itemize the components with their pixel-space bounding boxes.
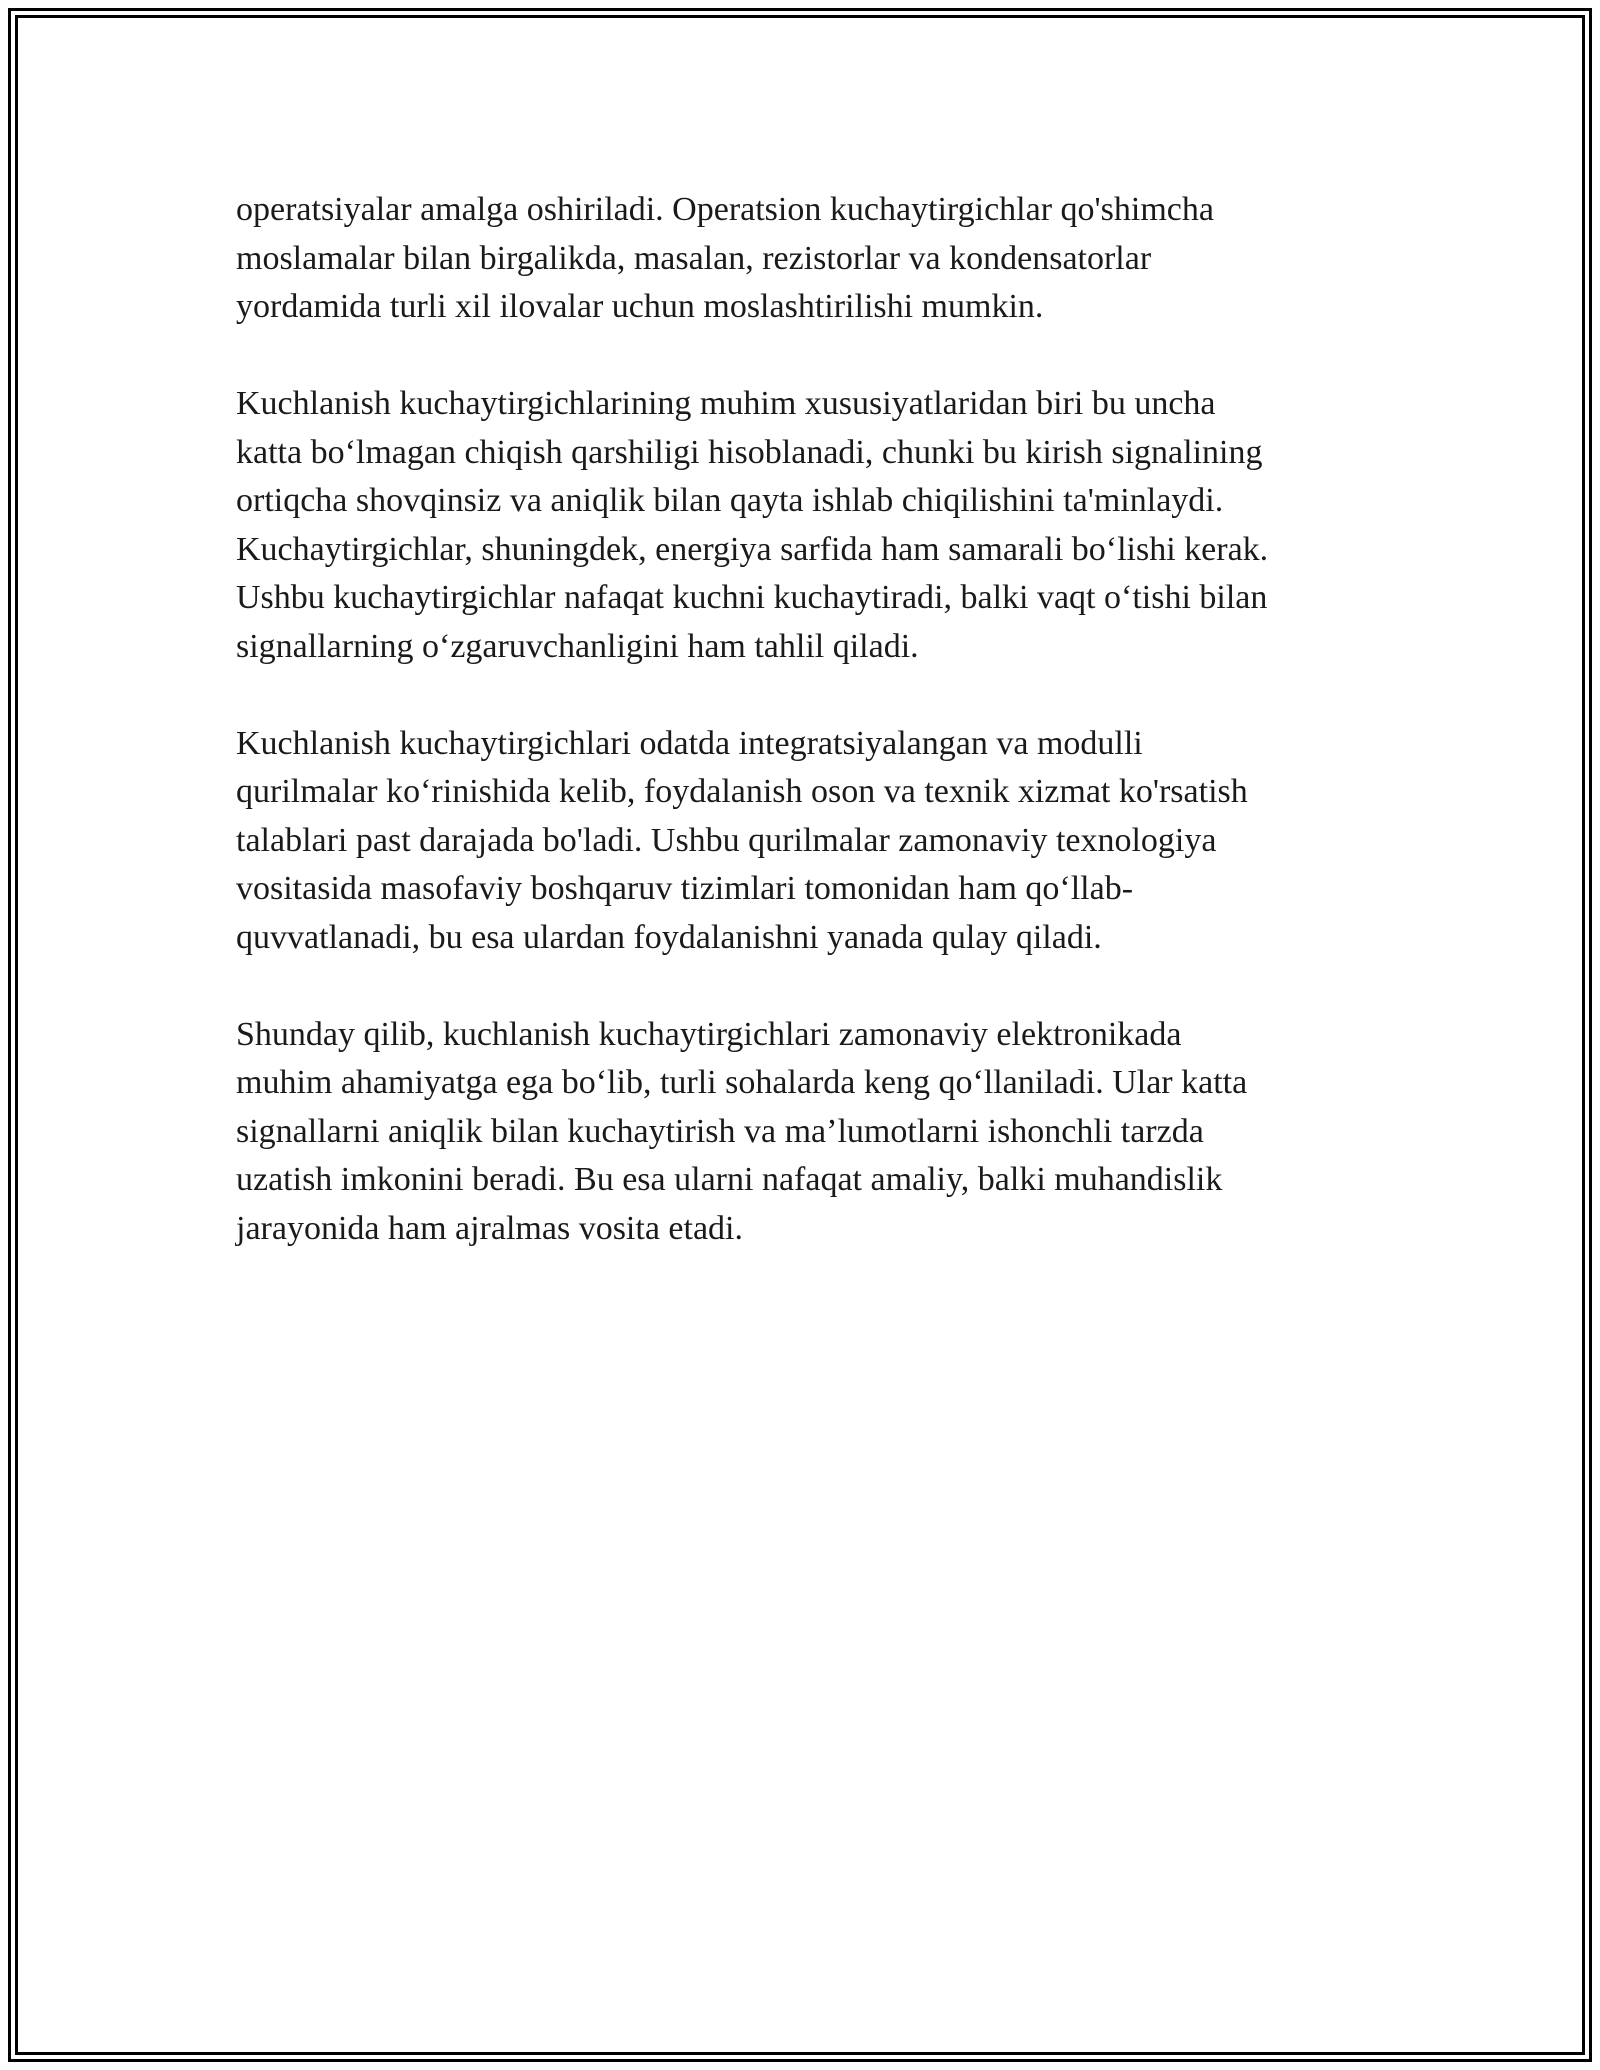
text-line: ortiqcha shovqinsiz va aniqlik bilan qayta ishlab chiqilishini ta'minlaydi. (236, 482, 1224, 519)
text-line: jarayonida ham ajralmas vosita etadi. (236, 1209, 743, 1247)
text-line: qurilmalar ko‘rinishida kelib, foydalanish oson va texnik xizmat ko'rsatish (236, 773, 1248, 810)
text-line: Kuchaytirgichlar, shuningdek, energiya sarfida ham samarali bo‘lishi kerak. (236, 530, 1269, 568)
paragraph-2 (236, 380, 1366, 671)
paragraph-4 (236, 1011, 1366, 1254)
text-line: vositasida masofaviy boshqaruv tizimlari tomonidan ham qo‘llab- (236, 870, 1134, 907)
text-line: yordamida turli xil ilovalar uchun moslashtirilishi mumkin. (236, 288, 1044, 325)
text-line: signallarning o‘zgaruvchanligini ham tahlil qiladi. (236, 627, 919, 665)
text-line: talablari past darajada bo'ladi. Ushbu qurilmalar zamonaviy texnologiya (236, 821, 1217, 859)
text-line: moslamalar bilan birgalikda, masalan, rezistorlar va kondensatorlar (236, 239, 1152, 277)
paragraph-3 (236, 720, 1366, 963)
text-line: operatsiyalar amalga oshiriladi. Operatsion kuchaytirgichlar qo'shimcha (236, 191, 1214, 228)
text-line: Ushbu kuchaytirgichlar nafaqat kuchni kuchaytiradi, balki vaqt o‘tishi bilan (236, 579, 1268, 616)
paragraph-1 (236, 186, 1366, 332)
text-line: Kuchlanish kuchaytirgichlarining muhim xususiyatlaridan biri bu uncha (236, 385, 1216, 422)
text-line: uzatish imkonini beradi. Bu esa ularni nafaqat amaliy, balki muhandislik (236, 1161, 1223, 1198)
text-line: signallarni aniqlik bilan kuchaytirish va ma’lumotlarni ishonchli tarzda (236, 1112, 1204, 1150)
text-line: muhim ahamiyatga ega bo‘lib, turli sohalarda keng qo‘llaniladi. Ular katta (236, 1064, 1248, 1101)
text-line: Shunday qilib, kuchlanish kuchaytirgichlari zamonaviy elektronikada (236, 1015, 1182, 1053)
text-line: katta bo‘lmagan chiqish qarshiligi hisoblanadi, chunki bu kirish signalining (236, 433, 1263, 471)
text-line: quvvatlanadi, bu esa ulardan foydalanishni yanada qulay qiladi. (236, 918, 1102, 956)
text-line: Kuchlanish kuchaytirgichlari odatda integratsiyalangan va modulli (236, 724, 1143, 762)
document-body (236, 186, 1366, 1302)
